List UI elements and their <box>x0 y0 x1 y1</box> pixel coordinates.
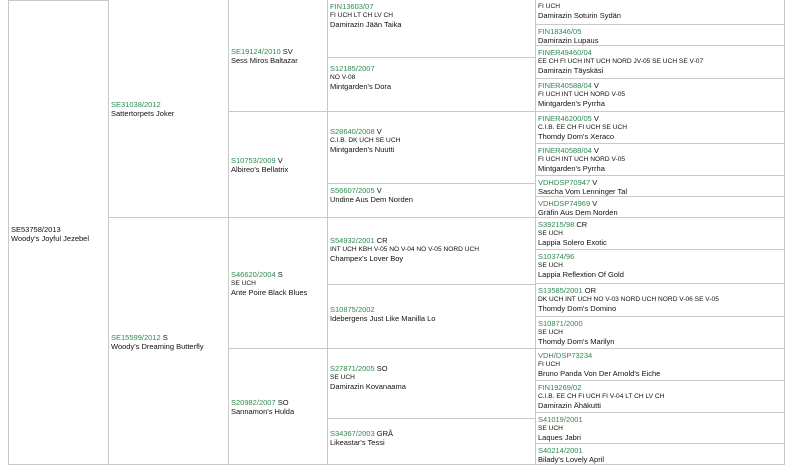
titles: SE UCH <box>330 374 355 381</box>
registration-link[interactable]: S10871/2000 <box>538 319 583 328</box>
dog-name: Mintgarden's Nuutti <box>330 145 395 154</box>
color-code: V <box>277 156 283 165</box>
color-code: CR <box>576 220 588 229</box>
dog-name: Sess Miros Baltazar <box>231 56 298 65</box>
registration-link[interactable]: S12185/2007 <box>330 64 375 73</box>
dog-name: Thomdy Dom's Domino <box>538 304 617 313</box>
dog-name: Damirazin Soturin Sydän <box>538 11 621 20</box>
dog-name: Albireo's Bellatrix <box>231 165 289 174</box>
color-code: V <box>592 199 598 208</box>
pedigree-cell-gen4 <box>328 349 536 419</box>
registration-link[interactable]: S10374/96 <box>538 252 575 261</box>
registration-link[interactable]: S46620/2004 <box>231 270 276 279</box>
registration-link[interactable]: S13585/2001 <box>538 286 583 295</box>
generation-5-column <box>536 0 785 465</box>
registration-link[interactable]: S34367/2003 <box>330 429 375 438</box>
pedigree-cell-gen3 <box>229 349 328 465</box>
color-code: V <box>592 178 598 187</box>
pedigree-cell-gen5 <box>536 176 785 197</box>
generation-4-column <box>328 0 536 465</box>
titles: FI UCH INT UCH NORD V-05 <box>538 91 626 98</box>
titles: SE UCH <box>231 280 256 287</box>
registration-link[interactable]: FIN19269/02 <box>538 383 582 392</box>
color-code: CR <box>376 236 388 245</box>
dog-name: Undine Aus Dem Norden <box>330 195 413 204</box>
pedigree-cell-gen5 <box>536 25 785 46</box>
pedigree-cell-gen4 <box>328 285 536 349</box>
dog-name: Sattertorpets Joker <box>111 109 175 118</box>
generation-3-column <box>229 0 328 465</box>
titles: SE UCH <box>538 262 563 269</box>
dog-name: Thomdy Dom's Xeraco <box>538 132 615 141</box>
color-code: V <box>376 186 382 195</box>
registration-link[interactable]: S28640/2008 <box>330 127 375 136</box>
dog-name: Damirazin Ähäkutti <box>538 401 601 410</box>
dog-name: Lappia Solero Exotic <box>538 238 607 247</box>
dog-name: Woody's Dreaming Butterfly <box>111 341 204 351</box>
pedigree-cell-gen5 <box>536 0 785 25</box>
dog-name: Likeastar's Tessi <box>330 438 385 447</box>
pedigree-cell-gen5 <box>536 317 785 349</box>
right-margin <box>785 0 800 467</box>
dog-name: Lappia Reflextion Of Gold <box>538 270 624 279</box>
registration-link[interactable]: S27871/2005 <box>330 364 375 373</box>
color-code: S <box>162 332 168 342</box>
dog-name: Thomdy Dom's Marilyn <box>538 337 615 346</box>
color-code: V <box>593 114 599 123</box>
pedigree-cell-gen5 <box>536 284 785 317</box>
registration-link[interactable]: SE15599/2012 <box>111 332 161 342</box>
titles: FI UCH <box>538 3 560 10</box>
registration-link[interactable]: VDH/DSP73234 <box>538 351 593 360</box>
titles: C.I.B. EE CH FI UCH SE UCH <box>538 124 628 131</box>
pedigree-cell-gen4 <box>328 58 536 112</box>
registration-link[interactable]: S40214/2001 <box>538 446 583 455</box>
registration-link[interactable]: FINER49460/04 <box>538 48 592 57</box>
titles: INT UCH KBH V-05 NO V-04 NO V-05 NORD UCH <box>330 246 480 253</box>
pedigree-cell-sire <box>109 0 229 218</box>
dog-name: Bilady's Lovely April <box>538 455 605 464</box>
registration-link[interactable]: FINER40588/04 <box>538 81 592 90</box>
pedigree-cell-gen5 <box>536 349 785 381</box>
registration-link[interactable]: S20982/2007 <box>231 398 276 407</box>
dog-name: Sascha Vom Lenninger Tal <box>538 187 628 196</box>
pedigree-cell-gen5 <box>536 218 785 250</box>
pedigree-cell-gen4 <box>328 184 536 218</box>
color-code: V <box>376 127 382 136</box>
dog-name: Gräfin Aus Dem Norden <box>538 208 618 217</box>
dog-name: Damirazin Jään Taika <box>330 20 402 29</box>
pedigree-cell-gen5 <box>536 413 785 444</box>
titles: DK UCH INT UCH NO V-03 NORD UCH NORD V-06 SE V-05 <box>538 296 719 303</box>
dog-name: Woody's Joyful Jezebel <box>11 234 89 243</box>
dog-name: Mintgarden's Dora <box>330 82 392 91</box>
pedigree-cell-subject <box>9 1 108 466</box>
dog-name: Idebergens Just Like Manilla Lo <box>330 314 436 323</box>
color-code: SO <box>277 398 289 407</box>
dog-name: Damirazin Täyskäsi <box>538 66 604 75</box>
dog-name: Laques Jabri <box>538 433 581 442</box>
dog-name: Mintgarden's Pyrrha <box>538 164 605 173</box>
titles: EE CH FI UCH INT UCH NORD JV-05 SE UCH SE V-07 <box>538 58 704 65</box>
dog-name: Mintgarden's Pyrrha <box>538 99 605 108</box>
pedigree-cell-dam <box>109 218 229 465</box>
pedigree-cell-gen5 <box>536 112 785 144</box>
registration-link[interactable]: FIN13603/07 <box>330 2 374 11</box>
pedigree-cell-gen5 <box>536 197 785 218</box>
pedigree-cell-gen5 <box>536 381 785 413</box>
dog-name: Sannamon's Hulda <box>231 407 295 416</box>
registration-link[interactable]: SE31038/2012 <box>111 100 161 109</box>
pedigree-cell-gen4 <box>328 112 536 184</box>
registration-link[interactable]: FINER46200/05 <box>538 114 592 123</box>
color-code: GRÅ <box>376 429 393 438</box>
color-code: SO <box>376 364 388 373</box>
titles: FI UCH LT CH LV CH <box>330 12 394 19</box>
color-code: SV <box>282 47 293 56</box>
titles: SE UCH <box>538 230 563 237</box>
generation-1-column <box>8 0 109 465</box>
titles: SE UCH <box>538 425 563 432</box>
registration-link[interactable]: FIN18346/05 <box>538 27 582 36</box>
dog-name: Damirazin Kovanaama <box>330 382 406 391</box>
pedigree-cell-gen4 <box>328 0 536 58</box>
pedigree-cell-gen5 <box>536 79 785 112</box>
dog-name: Champex's Lover Boy <box>330 254 404 263</box>
pedigree-cell-gen5 <box>536 250 785 284</box>
dog-name: Bruno Panda Von Der Arnold's Eiche <box>538 369 661 378</box>
titles: C.I.B. DK UCH SE UCH <box>330 137 401 144</box>
registration-link[interactable]: FINER40588/04 <box>538 146 592 155</box>
titles: FI UCH <box>538 361 560 368</box>
registration-link[interactable]: S10875/2002 <box>330 305 375 314</box>
dog-name: Damirazin Lupaus <box>538 36 599 45</box>
titles: FI UCH INT UCH NORD V-05 <box>538 156 626 163</box>
pedigree-cell-gen4 <box>328 419 536 465</box>
color-code: S <box>277 270 283 279</box>
color-code: V <box>593 81 599 90</box>
registration-number: SE53758/2013 <box>11 225 61 234</box>
registration-link[interactable]: SE19124/2010 <box>231 47 281 56</box>
generation-2-column <box>109 0 229 465</box>
pedigree-cell-gen5 <box>536 46 785 79</box>
color-code: OR <box>584 286 596 295</box>
registration-link[interactable]: S39215/98 <box>538 220 575 229</box>
pedigree-cell-gen5 <box>536 444 785 465</box>
titles: SE UCH <box>538 329 563 336</box>
registration-link[interactable]: S54932/2001 <box>330 236 375 245</box>
dog-name: Ante Poire Black Blues <box>231 288 308 297</box>
registration-link[interactable]: VDHDSP70947 <box>538 178 591 187</box>
color-code: V <box>593 146 599 155</box>
pedigree-cell-gen3 <box>229 112 328 218</box>
titles: C.I.B. EE CH FI UCH FI V-04 LT CH LV CH <box>538 393 665 400</box>
pedigree-cell-gen4 <box>328 218 536 285</box>
registration-link[interactable]: S41019/2001 <box>538 415 583 424</box>
pedigree-cell-gen3 <box>229 0 328 112</box>
pedigree-cell-gen5 <box>536 144 785 176</box>
pedigree-cell-gen3 <box>229 218 328 349</box>
registration-link[interactable]: S56607/2005 <box>330 186 375 195</box>
registration-link[interactable]: S10753/2009 <box>231 156 276 165</box>
registration-link[interactable]: VDHDSP74969 <box>538 199 591 208</box>
titles: NO V-08 <box>330 74 356 81</box>
